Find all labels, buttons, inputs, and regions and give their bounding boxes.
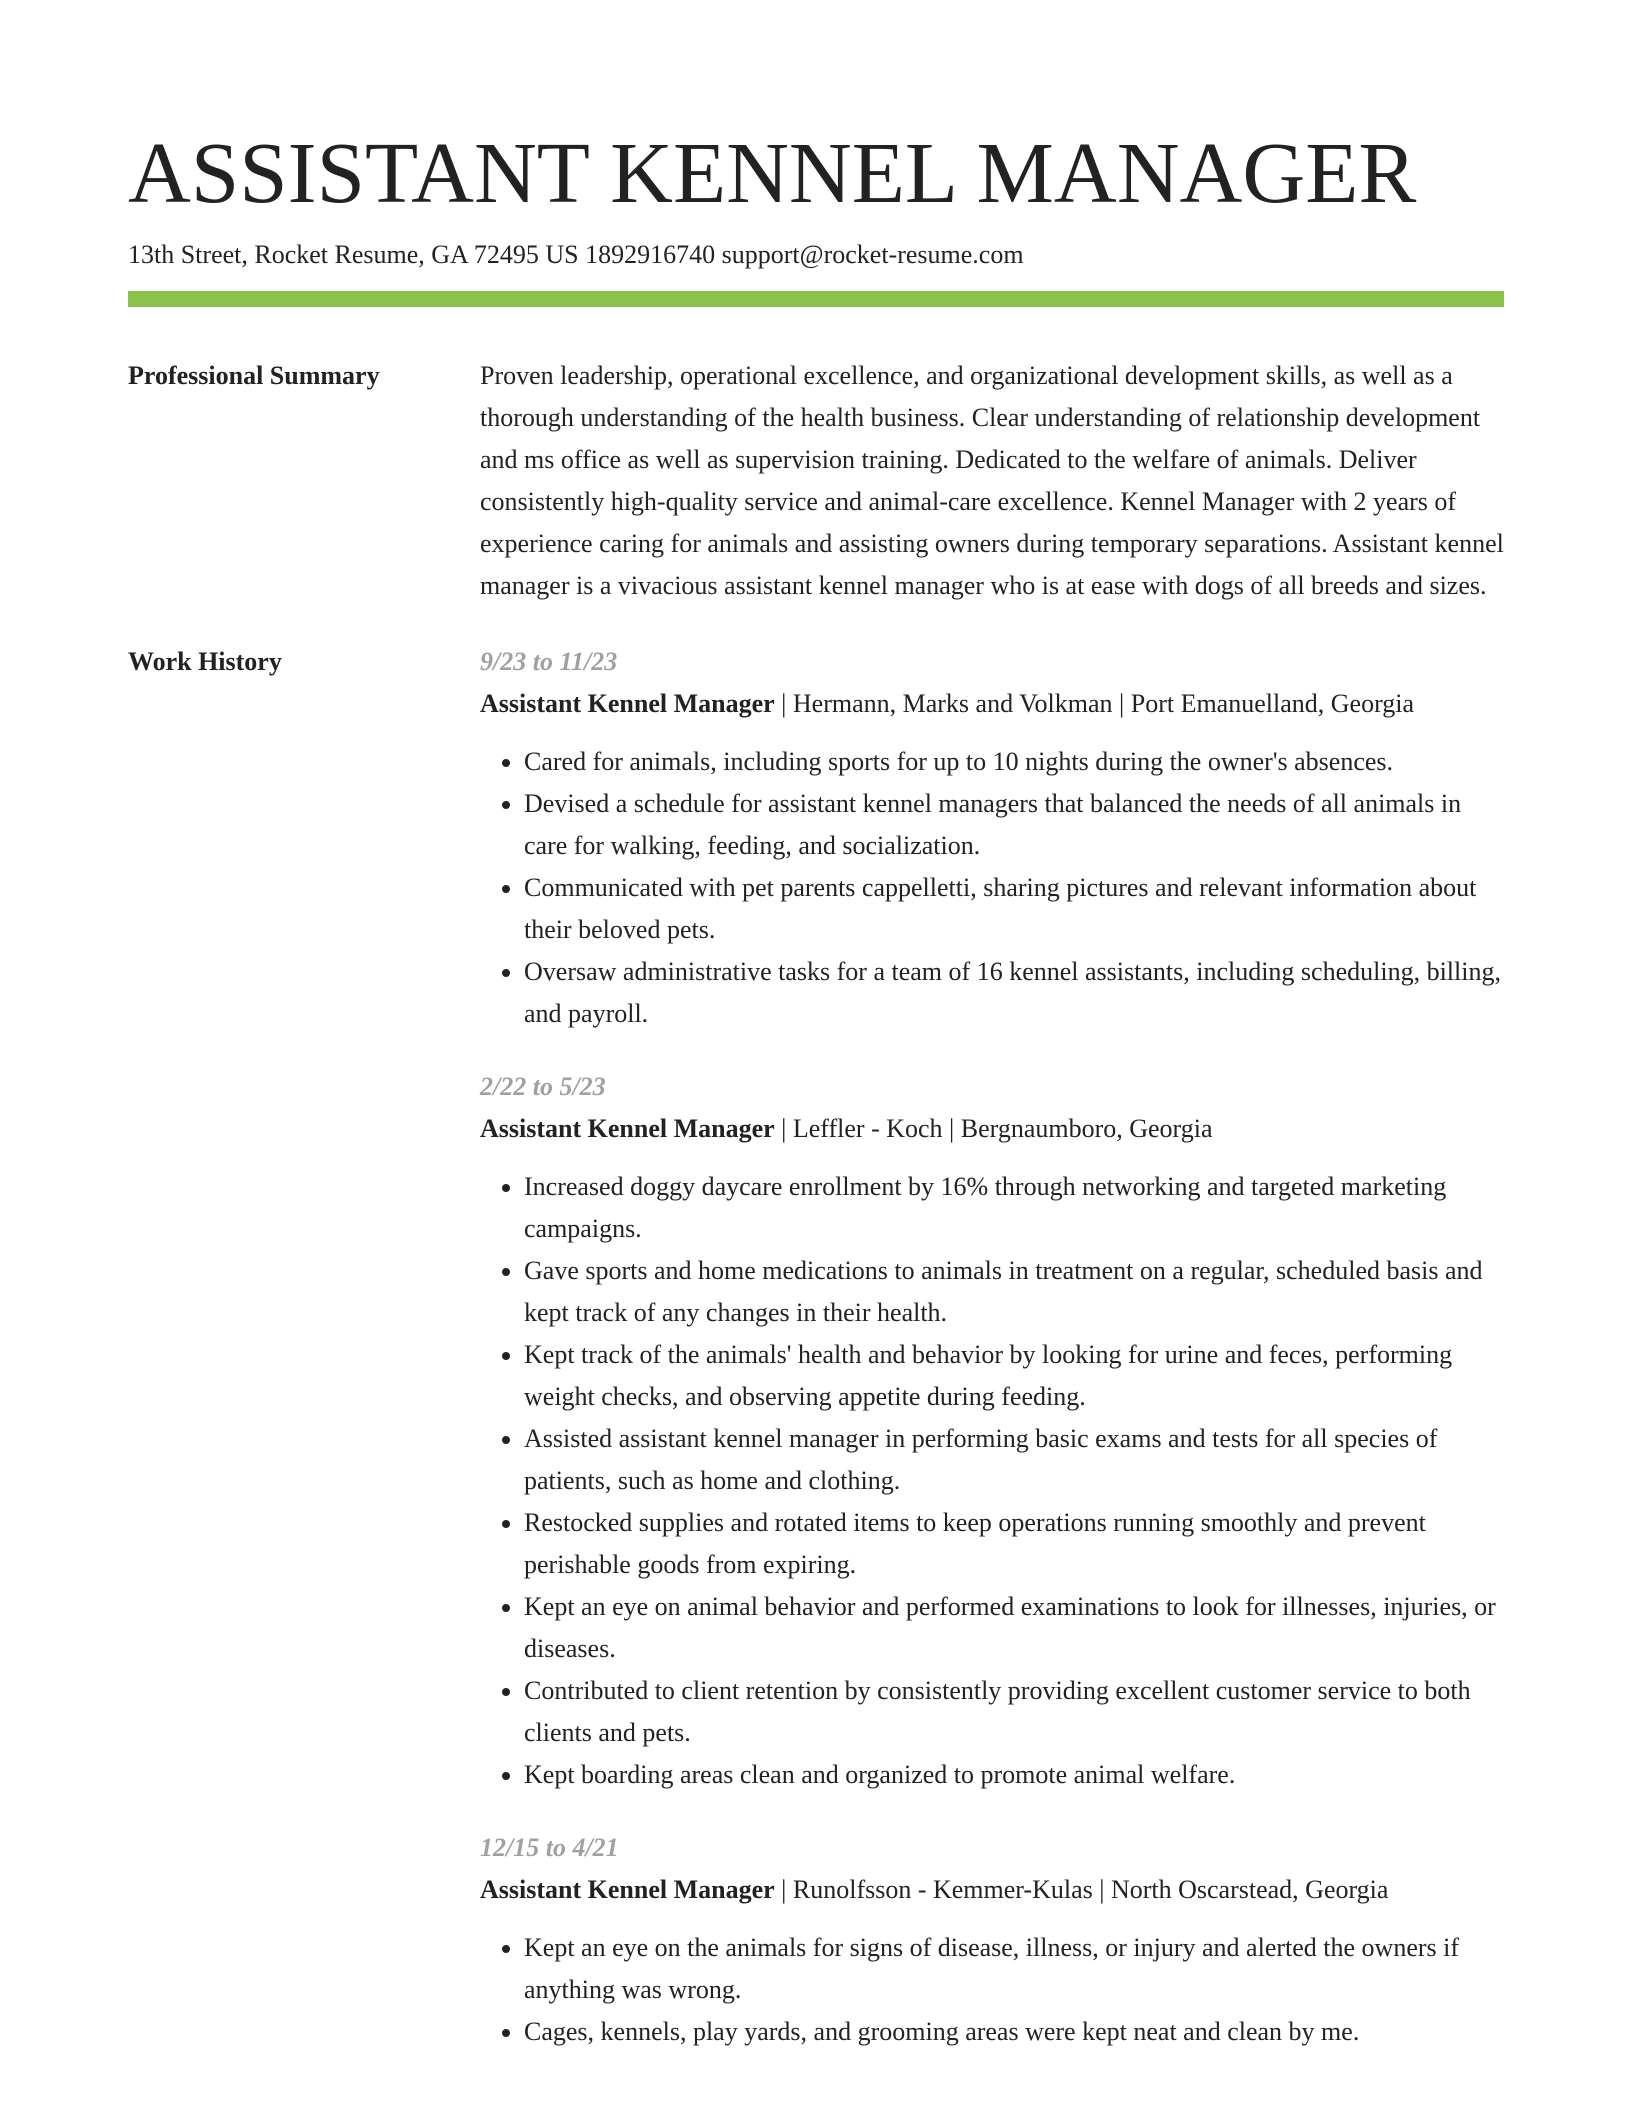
job-employer-location: | Runolfsson - Kemmer-Kulas | North Oscarstead, Georgia: [774, 1875, 1389, 1904]
job-title: Assistant Kennel Manager: [480, 689, 775, 718]
resume-title: ASSISTANT KENNEL MANAGER: [128, 124, 1417, 221]
job-bullet: • Increased doggy daycare enrollment by 16% through networking and targeted marketing campaigns.: [524, 1166, 1504, 1250]
work-history-body: [480, 641, 1504, 2084]
job-bullet: • Restocked supplies and rotated items to keep operations running smoothly and prevent perishable goods from expiring.: [524, 1502, 1504, 1586]
contact-info: 13th Street, Rocket Resume, GA 72495 US 1892916740 support@rocket-resume.com: [128, 240, 1024, 269]
job-dates: 12/15 to 4/21: [480, 1833, 619, 1862]
job-bullet: • Contributed to client retention by consistently providing excellent customer service to both clients and pets.: [524, 1670, 1504, 1754]
job-title: Assistant Kennel Manager: [480, 1114, 775, 1143]
header-divider: [128, 291, 1504, 307]
job-bullet: • Cages, kennels, play yards, and grooming areas were kept neat and clean by me.: [524, 2011, 1504, 2053]
job-bullet: • Kept track of the animals' health and behavior by looking for urine and feces, performing weight checks, and observing appetite during feeding.: [524, 1334, 1504, 1418]
summary-text: Proven leadership, operational excellence, and organizational development skills, as well as a thorough understanding of the health business. Clear understanding of relationship development and ms office as well as supervision training. Dedicated to the welfare of animals. Deliver consistently high-quality service and animal-care excellence. Kennel Manager with 2 years of experience caring for animals and assisting owners during temporary separations. Assistant kennel manager is a vivacious assistant kennel manager who is at ease with dogs of all breeds and sizes.: [480, 361, 1504, 600]
job-bullets: [480, 1927, 1504, 2053]
job-bullet: • Kept boarding areas clean and organized to promote animal welfare.: [524, 1754, 1504, 1796]
job-bullet: • Kept an eye on the animals for signs of disease, illness, or injury and alerted the owners if anything was wrong.: [524, 1927, 1504, 2011]
job-heading: [480, 1108, 1504, 1150]
job-title: Assistant Kennel Manager: [480, 1875, 775, 1904]
job-employer-location: | Leffler - Koch | Bergnaumboro, Georgia: [774, 1114, 1213, 1143]
job-bullet: • Gave sports and home medications to animals in treatment on a regular, scheduled basis and kept track of any changes in their health.: [524, 1250, 1504, 1334]
job-bullets: [480, 741, 1504, 1035]
job-bullet: • Communicated with pet parents cappelletti, sharing pictures and relevant information about their beloved pets.: [524, 867, 1504, 951]
job-bullets: [480, 1166, 1504, 1796]
resume-page: [128, 0, 1504, 2084]
job-dates: 2/22 to 5/23: [480, 1072, 606, 1101]
job-dates: 9/23 to 11/23: [480, 647, 618, 676]
job-bullet: • Assisted assistant kennel manager in performing basic exams and tests for all species of patients, such as home and clothing.: [524, 1418, 1504, 1502]
job-entry: [480, 641, 1504, 1035]
summary-section: [128, 355, 1504, 607]
job-entry: [480, 1827, 1504, 2053]
work-history-heading: Work History: [128, 647, 282, 676]
job-heading: [480, 1869, 1504, 1911]
job-entry: [480, 1066, 1504, 1796]
job-bullet: • Cared for animals, including sports for up to 10 nights during the owner's absences.: [524, 741, 1504, 783]
summary-body: [480, 355, 1504, 607]
summary-heading: Professional Summary: [128, 361, 380, 390]
job-bullet: • Devised a schedule for assistant kennel managers that balanced the needs of all animals in care for walking, feeding, and socialization.: [524, 783, 1504, 867]
job-bullet: • Oversaw administrative tasks for a team of 16 kennel assistants, including scheduling, billing, and payroll.: [524, 951, 1504, 1035]
job-heading: [480, 683, 1504, 725]
job-employer-location: | Hermann, Marks and Volkman | Port Emanuelland, Georgia: [774, 689, 1415, 718]
work-history-section: [128, 641, 1504, 2084]
job-bullet: • Kept an eye on animal behavior and performed examinations to look for illnesses, injuries, or diseases.: [524, 1586, 1504, 1670]
